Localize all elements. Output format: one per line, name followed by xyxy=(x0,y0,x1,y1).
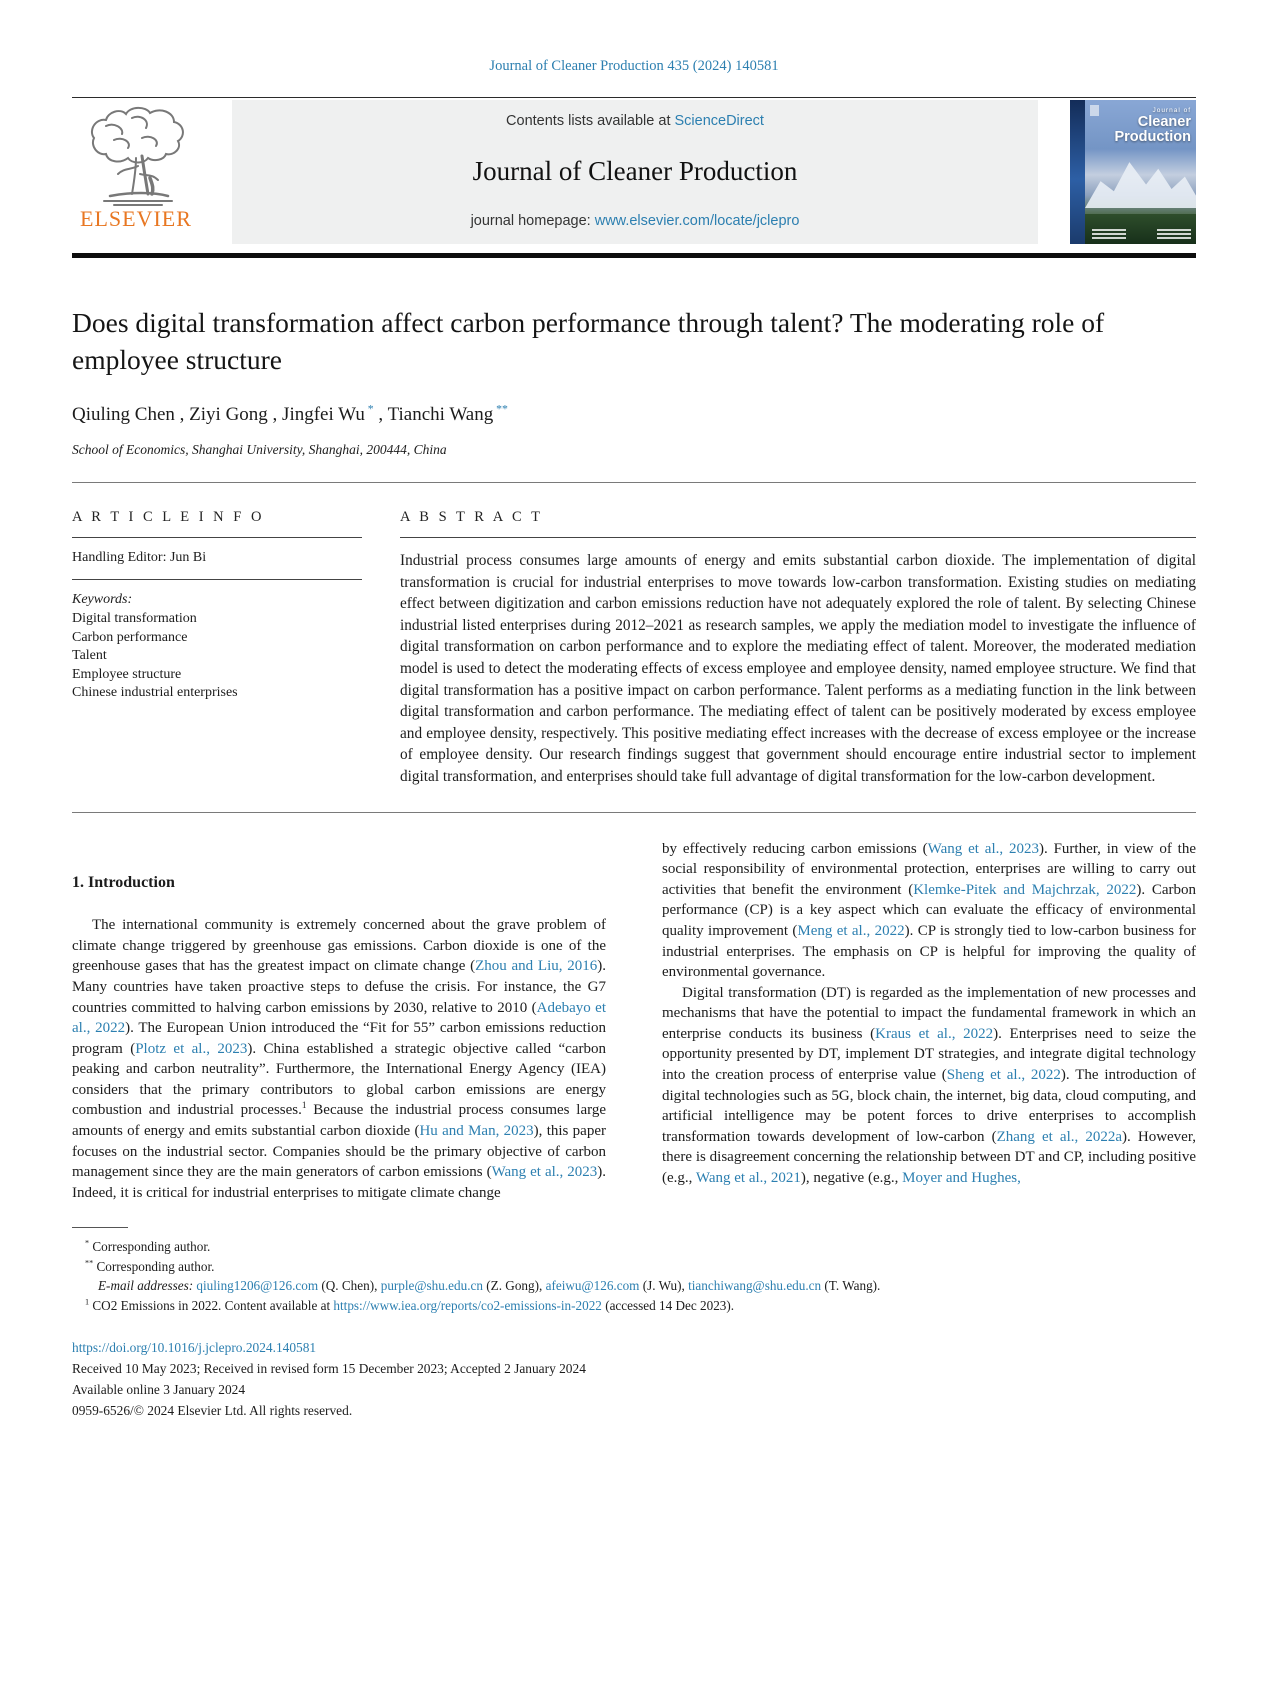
header-top-rule xyxy=(72,97,1196,98)
text-segment: , Tianchi Wang xyxy=(373,404,494,425)
inline-link[interactable]: Moyer and Hughes, xyxy=(902,1170,1021,1187)
divider-after-abstract xyxy=(72,812,1196,813)
article-info-column xyxy=(72,509,400,788)
cover-minitext xyxy=(1092,227,1191,239)
banner-journal-title: Journal of Cleaner Production xyxy=(472,155,798,186)
text-segment: E-mail addresses: xyxy=(98,1278,194,1294)
sciencedirect-link[interactable]: ScienceDirect xyxy=(674,113,764,129)
article-title: Does digital transformation affect carbon performance through talent? The moderating role of employee structure xyxy=(72,307,1105,375)
homepage-prefix: journal homepage: xyxy=(470,213,595,229)
cover-title-line3: Production xyxy=(1114,129,1191,146)
keyword-item: Talent xyxy=(72,648,107,663)
text-segment: ). The introduction of digital technologies such as 5G, block chain, the internet, big data, cloud computing, and artificial intelligence may be potent forces to drive enterprises to accomplish transformation towards development of low-carbon ( xyxy=(662,1067,1196,1145)
text-segment: ), negative (e.g., xyxy=(800,1170,903,1187)
footnote-corresponding-2 xyxy=(72,1257,1196,1277)
inline-link[interactable]: tianchiwang@shu.edu.cn xyxy=(688,1278,822,1294)
inline-link[interactable]: purple@shu.edu.cn xyxy=(380,1278,483,1294)
abstract-heading: A B S T R A C T xyxy=(400,509,543,525)
doi-link[interactable]: https://doi.org/10.1016/j.jclepro.2024.140581 xyxy=(72,1340,317,1356)
section-heading-introduction: 1. Introduction xyxy=(72,873,175,891)
homepage-link[interactable]: www.elsevier.com/locate/jclepro xyxy=(594,213,800,229)
elsevier-logo xyxy=(72,100,200,244)
body-columns xyxy=(72,839,1196,1204)
cover-stripe xyxy=(1070,100,1085,244)
abstract-text: Industrial process consumes large amounts of energy and emits substantial carbon dioxide. The implementation of digital transformation is crucial for industrial enterprises to move towards low-carbon transformation. Existing studies on mediating effect between digitization and carbon emissions reduction have not adequately explored the role of talent. By selecting Chinese industrial listed enterprises during 2012–2021 as research samples, we apply the mediation model to investigate the influence of digital transformation on carbon performance and to explore the mediating effect of talent. Moreover, the moderated mediation model is used to detect the moderating effects of excess employee and employee density, named employee structure. We find that digital transformation has a positive impact on carbon performance. Talent performs as a mediating function in the link between digital transformation and carbon performance. The mediating effect of talent can be positively moderated by excess employee and employee density, respectively. This positive mediating effect increases with the decrease of excess employee or the increase of employee density. Our research findings suggest that government should encourage entire industrial sector to implement digital transformation, and enterprises should take full advantage of digital transformation for the low-carbon development. xyxy=(400,552,1196,785)
info-abstract-section xyxy=(72,483,1196,788)
intro-column xyxy=(72,839,606,1204)
text-segment: Because the industrial process consumes large amounts of energy and emits substantial carbon dioxide ( xyxy=(72,1102,606,1140)
cover-title-line1: Journal of xyxy=(1152,107,1191,114)
affiliation: School of Economics, Shanghai University, Shanghai, 200444, China xyxy=(72,442,447,457)
text-segment: Corresponding author. xyxy=(93,1258,215,1274)
journal-reference: Journal of Cleaner Production 435 (2024) 140581 xyxy=(489,58,779,74)
inline-link[interactable]: https://www.iea.org/reports/co2-emissions-in-2022 xyxy=(333,1297,602,1313)
inline-link[interactable]: Adebayo et al., 2022 xyxy=(72,999,606,1037)
text-segment: 1 xyxy=(85,1297,90,1307)
inline-link[interactable]: Zhang et al., 2022a xyxy=(996,1128,1123,1145)
abstract-column xyxy=(400,509,1196,788)
inline-link[interactable]: Wang et al., 2023 xyxy=(927,840,1039,857)
footnote-rule xyxy=(72,1227,128,1228)
article-info-rule xyxy=(72,537,362,538)
inline-link[interactable]: afeiwu@126.com xyxy=(545,1278,640,1294)
text-segment: Qiuling Chen , Ziyi Gong , Jingfei Wu xyxy=(72,404,365,425)
footer-block xyxy=(72,1337,1196,1421)
dt-paragraph xyxy=(662,983,1196,1189)
contents-line xyxy=(240,113,1030,129)
inline-link[interactable]: Sheng et al., 2022 xyxy=(946,1067,1061,1084)
inline-link[interactable]: Klemke-Pitek and Majchrzak, 2022 xyxy=(913,881,1137,898)
available-line: Available online 3 January 2024 xyxy=(72,1382,246,1398)
text-segment: ** xyxy=(85,1258,94,1268)
text-segment: Digital transformation (DT) is regarded as the implementation of new processes and mechanisms that have the potential to impact the fundamental framework in which an enterprise conducts its business ( xyxy=(662,984,1196,1042)
author-line xyxy=(72,404,1196,426)
journal-banner xyxy=(232,100,1038,244)
footnote-emails xyxy=(72,1276,1196,1296)
header-row xyxy=(72,100,1196,244)
text-segment: ). However, there is disagreement concerning the relationship between DT and CP, including positive (e.g., xyxy=(662,1128,1196,1187)
text-segment: 1 xyxy=(301,1101,307,1112)
abstract-rule xyxy=(400,537,1196,538)
text-segment: ). Carbon performance (CP) is a key aspect which can evaluate the efficacy of environmental quality improvement ( xyxy=(662,881,1197,939)
cover-title xyxy=(1114,108,1191,145)
cover-mountain-art xyxy=(1085,152,1196,208)
article-info-rule-2 xyxy=(72,579,362,580)
keyword-item: Carbon performance xyxy=(72,629,188,645)
footnote-corresponding-1 xyxy=(72,1237,1196,1257)
inline-link[interactable]: qiuling1206@126.com xyxy=(196,1278,319,1294)
inline-link[interactable]: * xyxy=(364,402,374,416)
inline-link[interactable]: Kraus et al., 2022 xyxy=(875,1025,994,1042)
text-segment: * xyxy=(85,1239,90,1249)
footnotes-block xyxy=(72,1227,1196,1315)
text-segment: CO2 Emissions in 2022. Content available at xyxy=(89,1297,334,1313)
text-segment: ). China established a strategic objective called “carbon peaking and carbon neutrality”. Furthermore, the International Energy Agency (IEA) considers that the primary contributors to global carbon emissions are energy combustion and industrial processes. xyxy=(72,1040,606,1119)
text-segment: ). Enterprises need to seize the opportunity presented by DT, implement DT strategies, and integrate digital technology into the creation process of enterprise value ( xyxy=(662,1025,1196,1084)
cover-emblem-icon xyxy=(1090,105,1099,116)
homepage-line xyxy=(240,213,1030,229)
text-segment: (T. Wang). xyxy=(821,1278,881,1294)
contents-prefix: Contents lists available at xyxy=(506,113,675,129)
text-segment: ). Further, in view of the social responsibility of environmental protection, enterprises are willing to carry out activities that benefit the environment ( xyxy=(662,840,1196,898)
text-segment: (Z. Gong), xyxy=(482,1278,546,1294)
journal-cover xyxy=(1070,100,1196,244)
intro-paragraph xyxy=(72,915,606,1203)
inline-link[interactable]: Zhou and Liu, 2016 xyxy=(475,958,598,975)
text-segment: ), this paper focuses on the industrial sector. Companies should be the primary objective of carbon management since they are the main generators of carbon emissions ( xyxy=(72,1123,606,1181)
continuation-column xyxy=(662,839,1196,1204)
elsevier-tree-icon xyxy=(80,104,192,208)
inline-link[interactable]: Wang et al., 2023 xyxy=(491,1164,598,1181)
text-segment: ). CP is strongly tied to low-carbon business for industrial enterprises. The emphasis on CP is helpful for improving the quality of environmental governance. xyxy=(662,922,1196,981)
text-segment: The international community is extremely concerned about the grave problem of climate change triggered by greenhouse gas emissions. Carbon dioxide is one of the greenhouse gases that has the greatest impact on climate change ( xyxy=(72,917,606,975)
inline-link[interactable]: Meng et al., 2022 xyxy=(797,922,905,939)
text-segment: ). The European Union introduced the “Fit for 55” carbon emissions reduction program ( xyxy=(72,1020,606,1057)
received-line: Received 10 May 2023; Received in revised form 15 December 2023; Accepted 2 January 2024 xyxy=(72,1361,586,1377)
inline-link[interactable]: Plotz et al., 2023 xyxy=(135,1040,248,1057)
text-segment: (accessed 14 Dec 2023). xyxy=(601,1297,735,1313)
handling-editor: Handling Editor: Jun Bi xyxy=(72,550,207,565)
inline-link[interactable]: Hu and Man, 2023 xyxy=(419,1123,534,1140)
continuation-paragraph xyxy=(662,839,1196,983)
keyword-item: Employee structure xyxy=(72,666,182,682)
elsevier-wordmark: ELSEVIER xyxy=(80,206,192,231)
header-black-bar xyxy=(72,253,1196,258)
text-segment: ). Many countries have taken proactive steps to defuse the crisis. For instance, the G7 countries committed to halving carbon emissions by 2030, relative to 2010 ( xyxy=(72,958,606,1016)
article-info-heading: A R T I C L E I N F O xyxy=(72,509,265,525)
keywords-label: Keywords: xyxy=(72,592,133,607)
text-segment: (J. Wu), xyxy=(639,1278,689,1294)
cover-title-line2: Cleaner xyxy=(1137,113,1191,130)
keyword-item: Digital transformation xyxy=(72,611,197,626)
footnote-co2 xyxy=(72,1296,1196,1316)
text-segment: (Q. Chen), xyxy=(318,1278,381,1294)
text-segment: Corresponding author. xyxy=(89,1239,211,1255)
text-segment: ). Indeed, it is critical for industrial enterprises to mitigate climate change xyxy=(72,1164,606,1201)
text-segment: by effectively reducing carbon emissions ( xyxy=(662,840,928,857)
copyright-line: 0959-6526/© 2024 Elsevier Ltd. All rights reserved. xyxy=(72,1403,353,1419)
keyword-item: Chinese industrial enterprises xyxy=(72,685,238,700)
inline-link[interactable]: ** xyxy=(493,402,508,416)
inline-link[interactable]: Wang et al., 2021 xyxy=(695,1170,801,1187)
